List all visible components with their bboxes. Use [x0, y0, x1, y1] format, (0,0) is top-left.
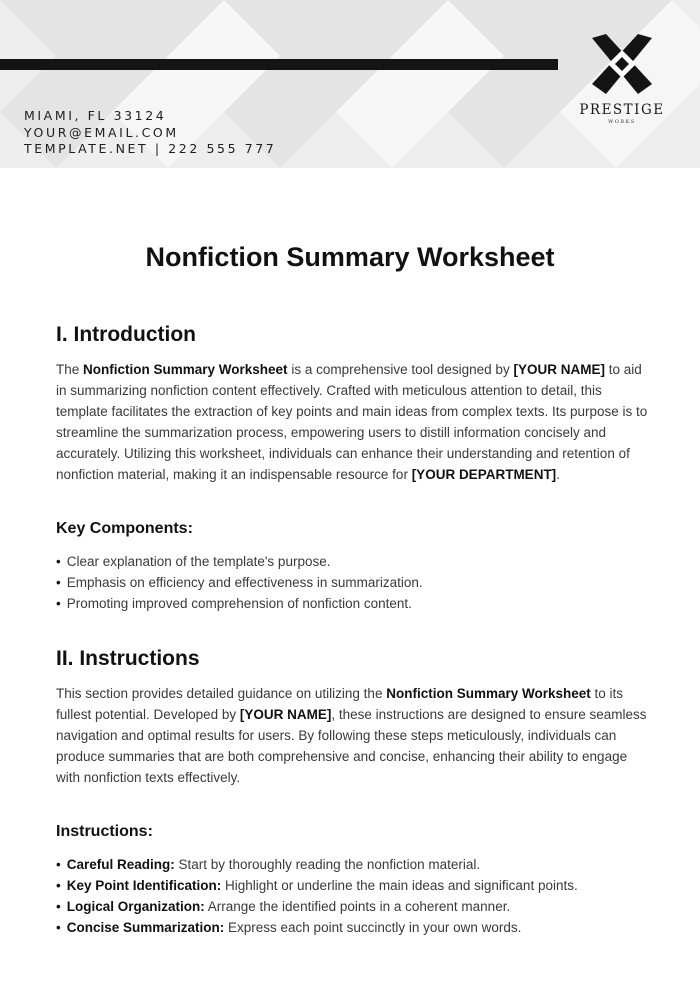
instructions-paragraph: This section provides detailed guidance on utilizing the Nonfiction Summary Worksheet to its fullest potential. Developed by [YOUR NAME], these instructions are designed to ensure seamless navigation and optimal results for users. By following these steps meticulously, individuals can produce summaries that are both comprehensive and concise, enhancing their ability to engage with nonfiction texts effectively.: [56, 686, 647, 785]
x-emblem-icon: [590, 32, 654, 96]
logo-subtitle: WORKS: [608, 119, 636, 125]
list-item: • Promoting improved comprehension of nonfiction content.: [56, 593, 648, 614]
company-logo: [572, 32, 672, 125]
list-item: • Logical Organization: Arrange the identified points in a coherent manner.: [56, 896, 648, 917]
subheading-instructions: Instructions:: [56, 823, 153, 840]
list-item: • Careful Reading: Start by thoroughly reading the nonfiction material.: [56, 854, 648, 875]
step-label: Key Point Identification:: [66, 878, 222, 893]
placeholder-your-name: [YOUR NAME]: [513, 362, 605, 377]
instruction-steps-list: [56, 854, 648, 938]
document-title: Nonfiction Summary Worksheet: [145, 242, 555, 272]
placeholder-your-name: [YOUR NAME]: [239, 707, 332, 722]
worksheet-name: Nonfiction Summary Worksheet: [83, 362, 288, 377]
list-item: • Key Point Identification: Highlight or underline the main ideas and significant points.: [56, 875, 648, 896]
subheading-key-components: Key Components:: [56, 520, 193, 537]
introduction-paragraph: The Nonfiction Summary Worksheet is a comprehensive tool designed by [YOUR NAME] to aid in summarizing nonfiction content effectively. Crafted with meticulous attention to detail, this template facilitates the extraction of key points and main ideas from complex texts. Its purpose is to streamline the summarization process, empowering users to distill information concisely and accurately. Utilizing this worksheet, individuals can enhance their understanding and retention of nonfiction material, making it an indispensable resource for [YOUR DEPARTMENT].: [56, 362, 648, 482]
list-item: • Emphasis on efficiency and effectiveness in summarization.: [56, 572, 648, 593]
list-item: • Concise Summarization: Express each point succinctly in your own words.: [56, 917, 648, 938]
logo-wordmark: PRESTIGE: [579, 102, 665, 118]
contact-website-phone: TEMPLATE.NET | 222 555 777: [24, 141, 277, 156]
step-label: Logical Organization:: [66, 899, 205, 914]
section-heading-instructions: II. Instructions: [56, 647, 200, 670]
step-label: Concise Summarization:: [66, 920, 225, 935]
letterhead: [0, 0, 700, 168]
contact-address: MIAMI, FL 33124: [24, 108, 167, 123]
header-divider-bar: [0, 59, 558, 70]
list-item: • Clear explanation of the template's purpose.: [56, 551, 648, 572]
step-label: Careful Reading:: [66, 857, 175, 872]
section-heading-introduction: I. Introduction: [56, 323, 196, 346]
placeholder-your-department: [YOUR DEPARTMENT]: [411, 467, 557, 482]
key-components-list: [56, 551, 648, 614]
document-body: [56, 320, 648, 938]
contact-email: YOUR@EMAIL.COM: [24, 124, 179, 140]
worksheet-name: Nonfiction Summary Worksheet: [386, 686, 591, 701]
contact-block: [24, 108, 276, 158]
